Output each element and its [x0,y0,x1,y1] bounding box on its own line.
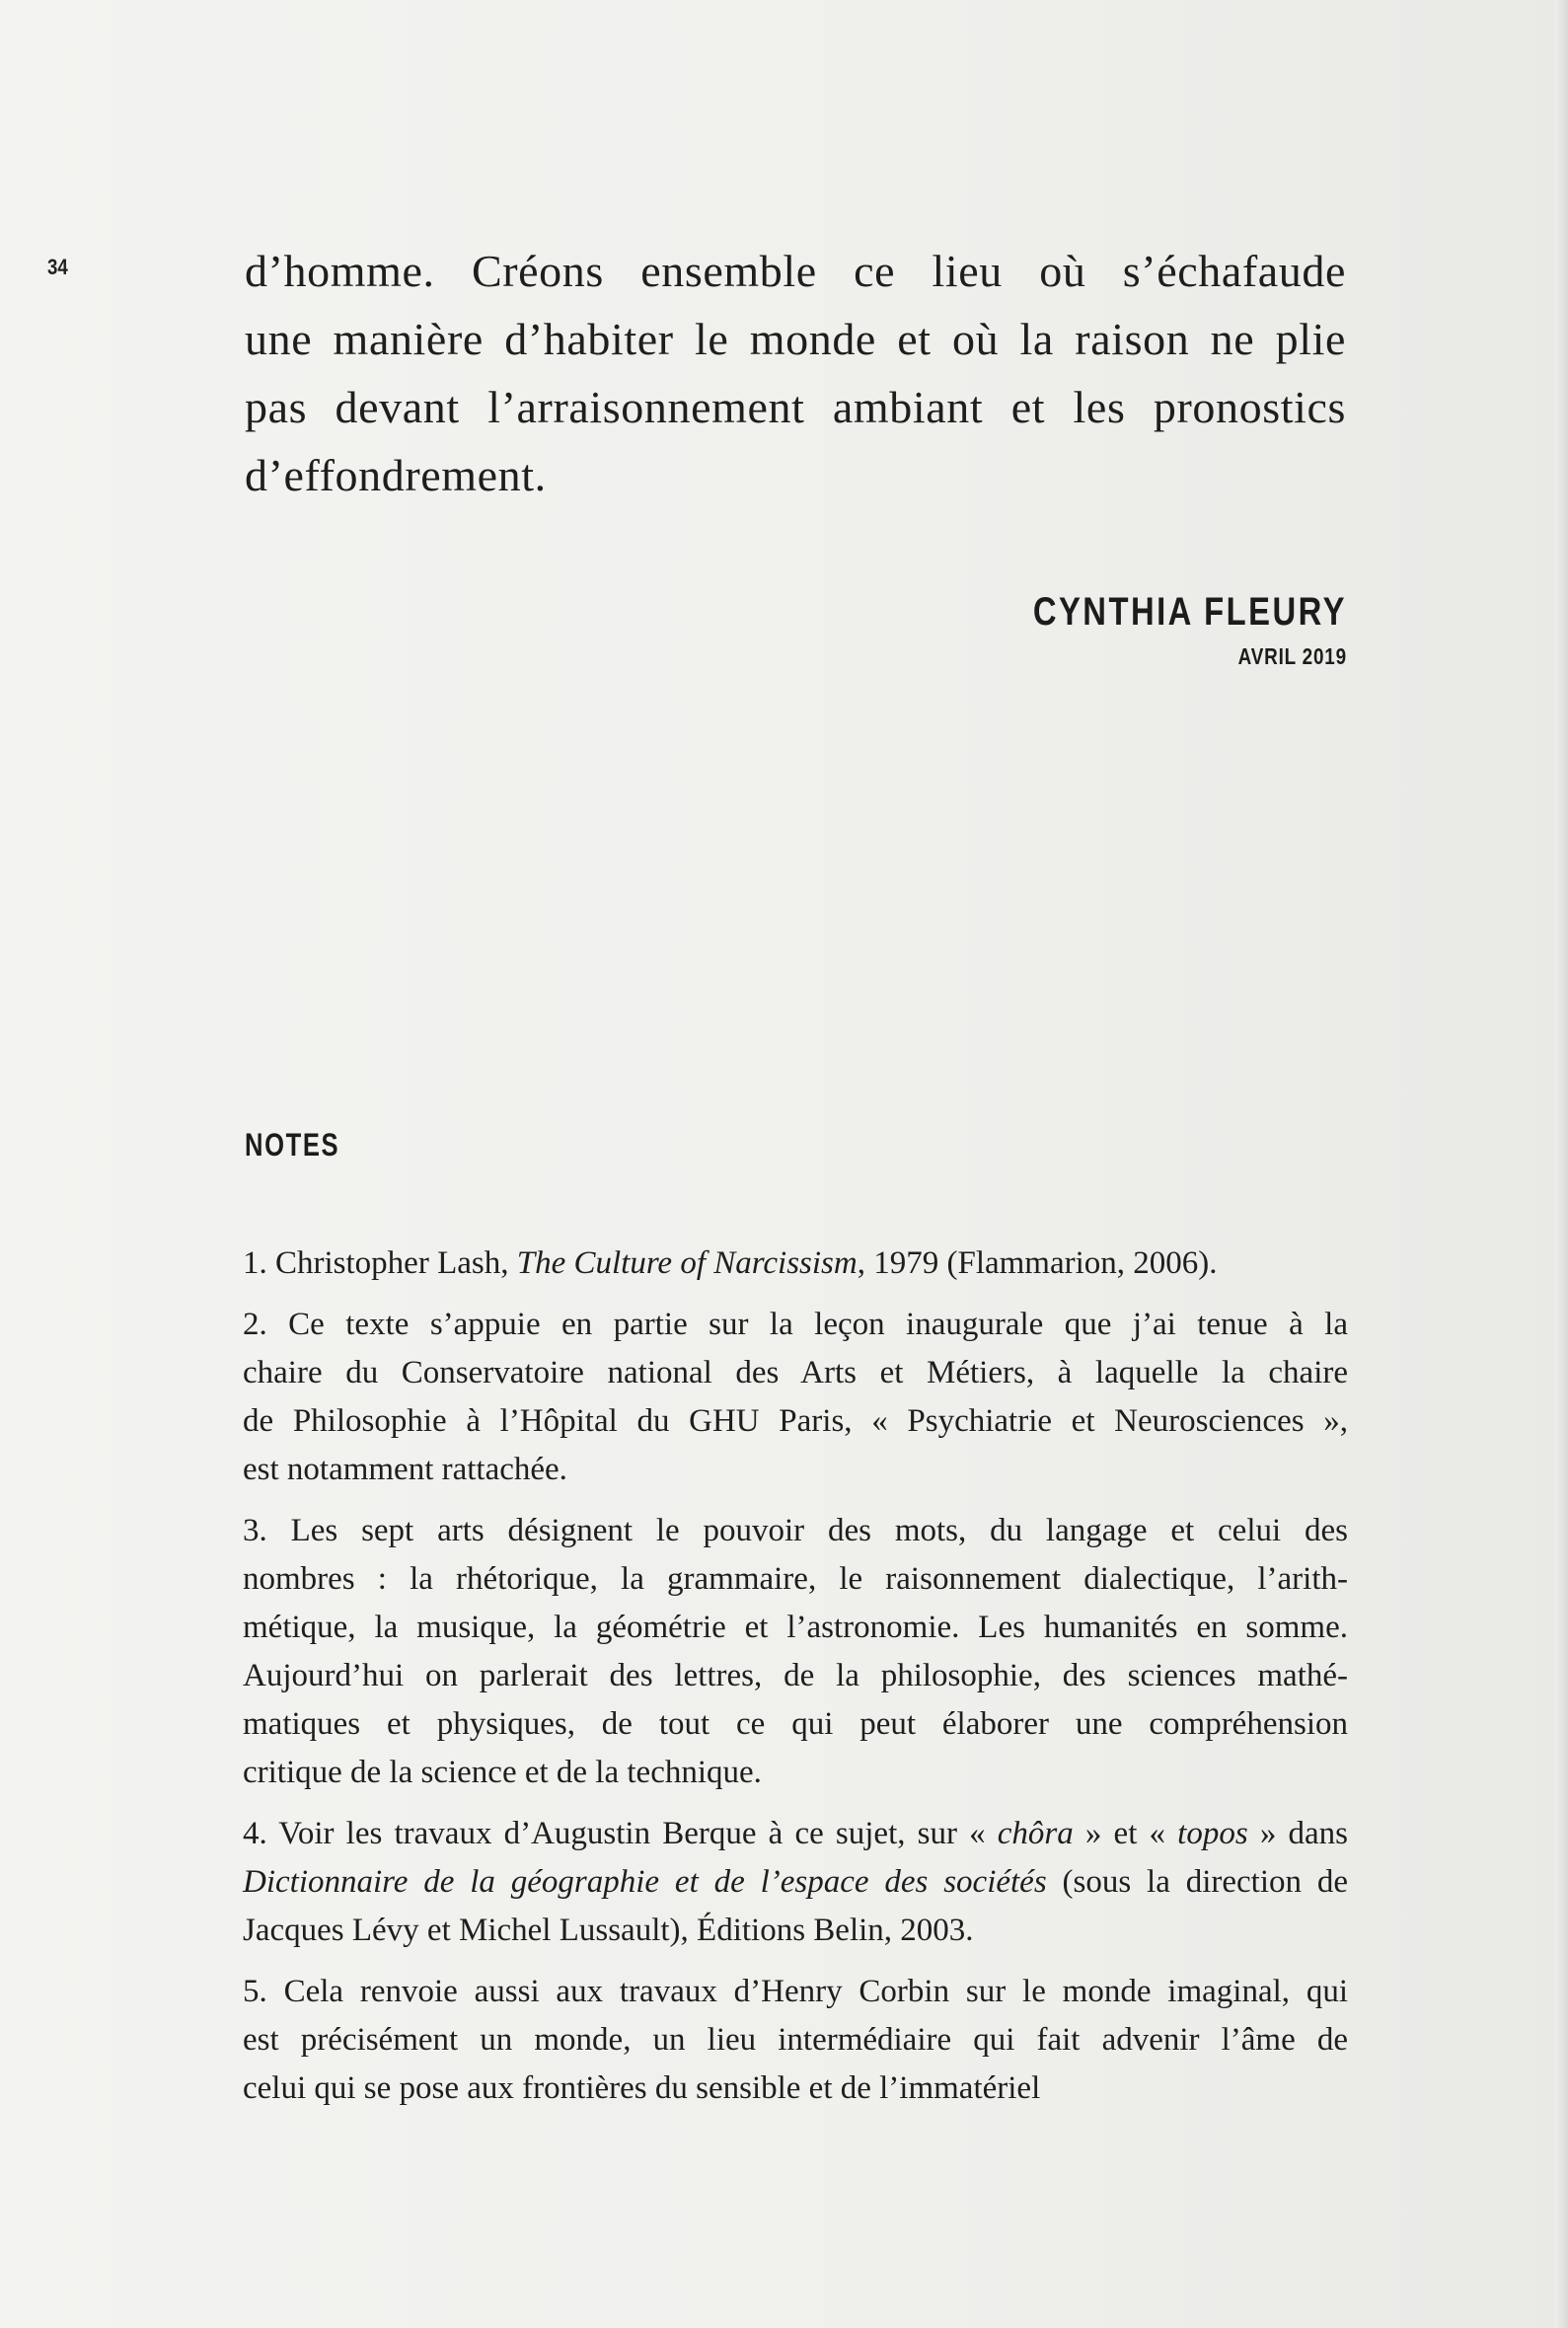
note-line: 2. Ce texte s’appuie en partie sur la leçon inaugurale que j’ai tenue à la [243,1307,1348,1342]
note-2 [243,1301,1348,1494]
book-title: The Culture of Narcissism [516,1245,858,1281]
note-line: nombres : la rhétorique, la grammaire, le raisonnement dialectique, l’arith- [243,1561,1348,1597]
note-4 [243,1810,1348,1955]
note-text: 1. Christopher Lash, [243,1245,517,1281]
term-topos: topos [1177,1816,1248,1851]
note-line: critique de la science et de la technique. [243,1755,762,1790]
note-line: chaire du Conservatoire national des Arts et Métiers, à laquelle la chaire [243,1355,1348,1390]
note-line: Aujourd’hui on parlerait des lettres, de la philosophie, des sciences mathé- [243,1658,1348,1693]
notes-list [243,1239,1348,2126]
note-line: 3. Les sept arts désignent le pouvoir des mots, du langage et celui des [243,1513,1348,1548]
term-chora: chôra [997,1816,1074,1851]
signature-block [964,588,1347,671]
main-line: d’effondrement. [245,450,547,500]
note-line: Jacques Lévy et Michel Lussault), Éditions Belin, 2003. [243,1913,974,1948]
note-text: 4. Voir les travaux d’Augustin Berque à ce sujet, sur « [243,1816,998,1851]
note-3 [243,1507,1348,1797]
note-line: celui qui se pose aux frontières du sensible et de l’immatériel [243,2070,1041,2106]
note-1 [243,1239,1348,1288]
note-line: de Philosophie à l’Hôpital du GHU Paris, « Psychiatrie et Neurosciences », [243,1403,1348,1439]
main-paragraph [245,237,1346,509]
note-line: métique, la musique, la géométrie et l’astronomie. Les humanités en somme. [243,1610,1348,1645]
main-line: une manière d’habiter le monde et où la raison ne plie [245,314,1346,364]
main-line: pas devant l’arraisonnement ambiant et les pronostics [245,382,1346,432]
note-text: » dans [1247,1816,1348,1851]
note-line: est notamment rattachée. [243,1452,567,1487]
note-line: matiques et physiques, de tout ce qui peut élaborer une compréhension [243,1706,1348,1742]
note-text: (sous la direction de [1046,1864,1348,1900]
note-line: est précisément un monde, un lieu intermédiaire qui fait advenir l’âme de [243,2022,1348,2058]
note-5 [243,1968,1348,2113]
note-text: » et « [1073,1816,1178,1851]
author-name: CYNTHIA FLEURY [1032,590,1347,634]
signature-date: AVRIL 2019 [1237,643,1347,669]
note-text: , 1979 (Flammarion, 2006). [857,1245,1218,1281]
page-number: 34 [47,255,68,279]
notes-heading: NOTES [245,1127,340,1163]
book-title: Dictionnaire de la géographie et de l’espace des sociétés [243,1864,1047,1900]
note-line: 5. Cela renvoie aussi aux travaux d’Henry Corbin sur le monde imaginal, qui [243,1974,1348,2009]
page-edge-shadow [1554,0,1568,2328]
main-line: d’homme. Créons ensemble ce lieu où s’échafaude [245,246,1346,296]
